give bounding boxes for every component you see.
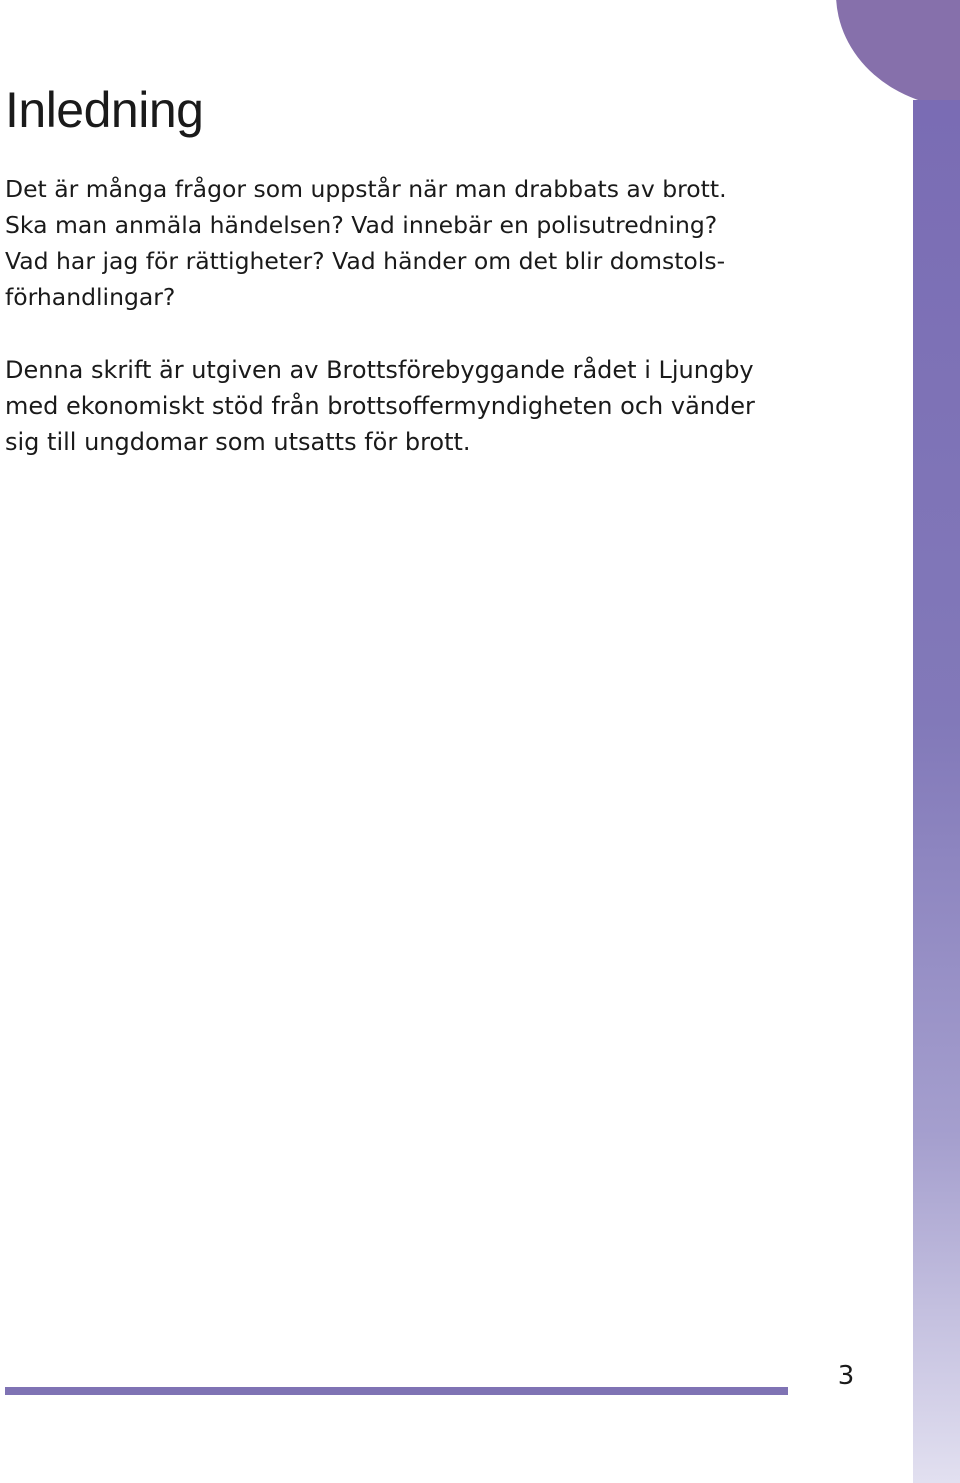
footer-rule	[5, 1387, 788, 1395]
side-gradient-stripe	[913, 100, 960, 1483]
intro-paragraph: Det är många frågor som uppstår när man drabbats av brott. Ska man anmäla händelsen? Vad innebär en polisutredning? Vad har jag för rättigheter? Vad händer om det blir domstols- förhandlingar?	[5, 175, 727, 311]
publisher-paragraph: Denna skrift är utgiven av Brottsförebyggande rådet i Ljungby med ekonomiskt stöd från brottsoffermyndigheten och vänder sig till ungdomar som utsatts för brott.	[5, 356, 755, 456]
page-number: 3	[837, 1361, 855, 1391]
page-title: Inledning	[5, 82, 204, 138]
corner-decoration	[836, 0, 960, 108]
